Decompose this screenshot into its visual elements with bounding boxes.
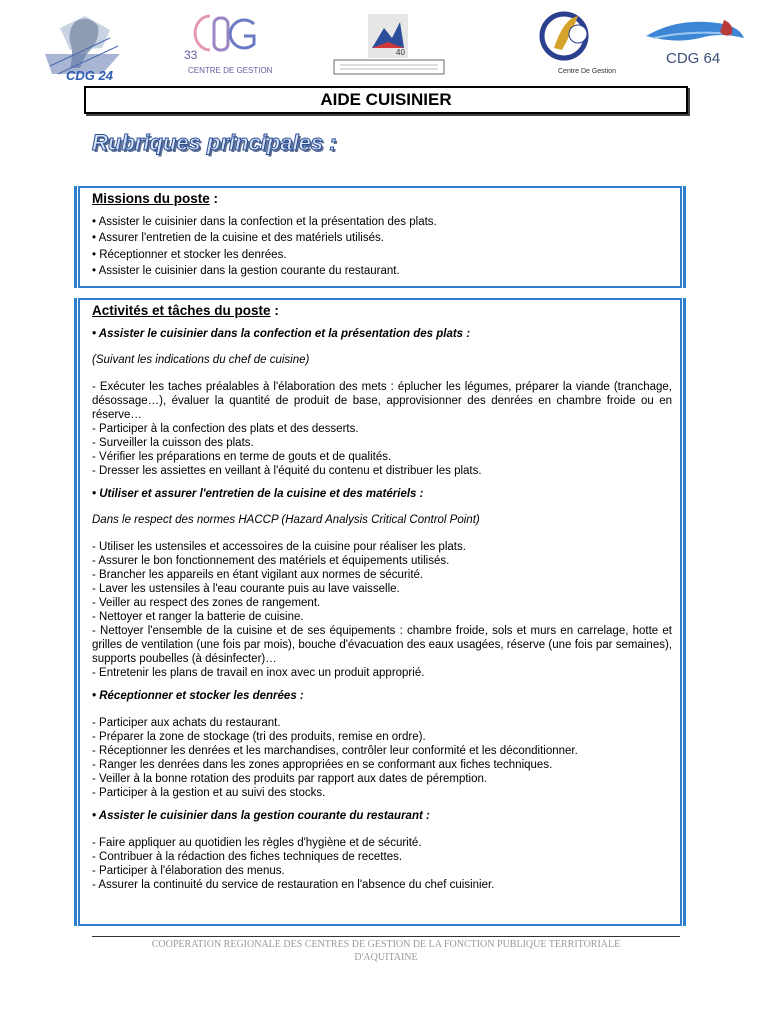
mission-item: • Assister le cuisinier dans la confection et la présentation des plats. [92, 216, 437, 228]
cdg24-logo [40, 8, 130, 86]
mission-item: • Assurer l'entretien de la cuisine et des matériels utilisés. [92, 232, 384, 245]
cdg64-logo [640, 8, 748, 86]
activity-line: - Participer à la confection des plats et des desserts. [92, 423, 359, 435]
logo-row [40, 8, 750, 88]
activity-line: - Surveiller la cuisson des plats. [92, 437, 254, 449]
activity-line: - Assurer la continuité du service de restauration en l'absence du chef cuisinier. [92, 879, 495, 891]
mission-item: • Assister le cuisinier dans la gestion courante du restaurant. [92, 265, 400, 278]
activity-line: - Participer à l'élaboration des menus. [92, 865, 285, 877]
activities-panel [78, 298, 682, 926]
cdg47-logo [534, 8, 616, 86]
activity-line: - Contribuer à la rédaction des fiches techniques de recettes. [92, 851, 403, 863]
activity-line: - Participer aux achats du restaurant. [92, 717, 281, 729]
activities-title [92, 303, 672, 318]
page-title: AIDE CUISINIER [84, 86, 688, 114]
activity-group-heading: • Utiliser et assurer l'entretien de la cuisine et des matériels : [92, 488, 424, 500]
activity-line: - Nettoyer l'ensemble de la cuisine et de ses équipements : chambre froide, sols et murs en carrelage, hotte et grilles de ventilation (une fois par mois), bouche d'évacuation des eaux usagées, réserve (une fois par semaines), supports poubelles (à désinfecter)… [92, 625, 672, 665]
footer-divider [92, 936, 680, 937]
activity-line: - Ranger les denrées dans les zones appropriées en se conformant aux fiches techniques. [92, 759, 553, 771]
missions-panel [78, 186, 682, 288]
activity-group-note: Dans le respect des normes HACCP (Hazard Analysis Critical Control Point) [92, 514, 480, 526]
activity-line: - Veiller au respect des zones de rangement. [92, 597, 321, 609]
activity-group-note: (Suivant les indications du chef de cuisine) [92, 354, 310, 366]
activity-line: - Exécuter les taches préalables à l'élaboration des mets : éplucher les légumes, préparer la viande (tranchage, désossage…), évaluer la quantité de produit de base, approvisionner des denrées en chambre froide ou en réserve… [92, 381, 672, 421]
activity-line: - Vérifier les préparations en terme de gouts et de qualités. [92, 451, 392, 463]
cdg40-logo [332, 8, 447, 86]
cdg33-logo [180, 8, 273, 86]
activity-line: - Faire appliquer au quotidien les règles d'hygiène et de sécurité. [92, 837, 422, 849]
missions-title-colon: : [209, 191, 219, 206]
activities-title-text: Activités et tâches du poste [92, 303, 271, 318]
activity-line: - Entretenir les plans de travail en inox avec un produit approprié. [92, 667, 425, 679]
missions-title-text: Missions du poste [92, 191, 210, 206]
section-heading: Rubriques principales : [92, 130, 337, 155]
activity-line: - Préparer la zone de stockage (tri des produits, remise en ordre). [92, 731, 426, 743]
cdg64-logo-text: CDG 64 [666, 50, 721, 67]
activity-group-heading: • Réceptionner et stocker les denrées : [92, 690, 304, 702]
cdg33-logo-number: 33 [184, 48, 198, 62]
activity-group-heading: • Assister le cuisinier dans la gestion courante du restaurant : [92, 810, 430, 822]
activity-line: - Nettoyer et ranger la batterie de cuisine. [92, 611, 304, 623]
cdg40-logo-number: 40 [396, 48, 405, 57]
cdg24-logo-text: CDG 24 [66, 68, 113, 83]
activity-line: - Brancher les appareils en étant vigilant aux normes de sécurité. [92, 569, 424, 581]
activities-title-colon: : [270, 303, 279, 318]
activity-line: - Laver les ustensiles à l'eau courante puis au lave vaisselle. [92, 583, 400, 595]
cdg47-logo-text: Centre De Gestion [558, 68, 616, 75]
activity-line: - Dresser les assiettes en veillant à l'équité du contenu et distribuer les plats. [92, 465, 482, 477]
activity-group-heading: • Assister le cuisinier dans la confection et la présentation des plats : [92, 328, 471, 340]
activity-line: - Assurer le bon fonctionnement des matériels et équipements utilisés. [92, 555, 450, 567]
footer [92, 938, 680, 964]
footer-line-1: COOPERATION REGIONALE DES CENTRES DE GESTION DE LA FONCTION PUBLIQUE TERRITORIALE [151, 939, 621, 950]
activity-line: - Réceptionner les denrées et les marchandises, contrôler leur conformité et les déconditionner. [92, 745, 578, 757]
missions-title [92, 191, 672, 206]
activity-line: - Utiliser les ustensiles et accessoires de la cuisine pour réaliser les plats. [92, 541, 466, 553]
activity-line: - Veiller à la bonne rotation des produits par rapport aux dates de péremption. [92, 773, 488, 785]
activity-line: - Participer à la gestion et au suivi des stocks. [92, 787, 326, 799]
mission-item: • Réceptionner et stocker les denrées. [92, 248, 287, 261]
footer-line-2: D'AQUITAINE [354, 952, 418, 963]
cdg33-logo-text: CENTRE DE GESTION [188, 66, 273, 75]
